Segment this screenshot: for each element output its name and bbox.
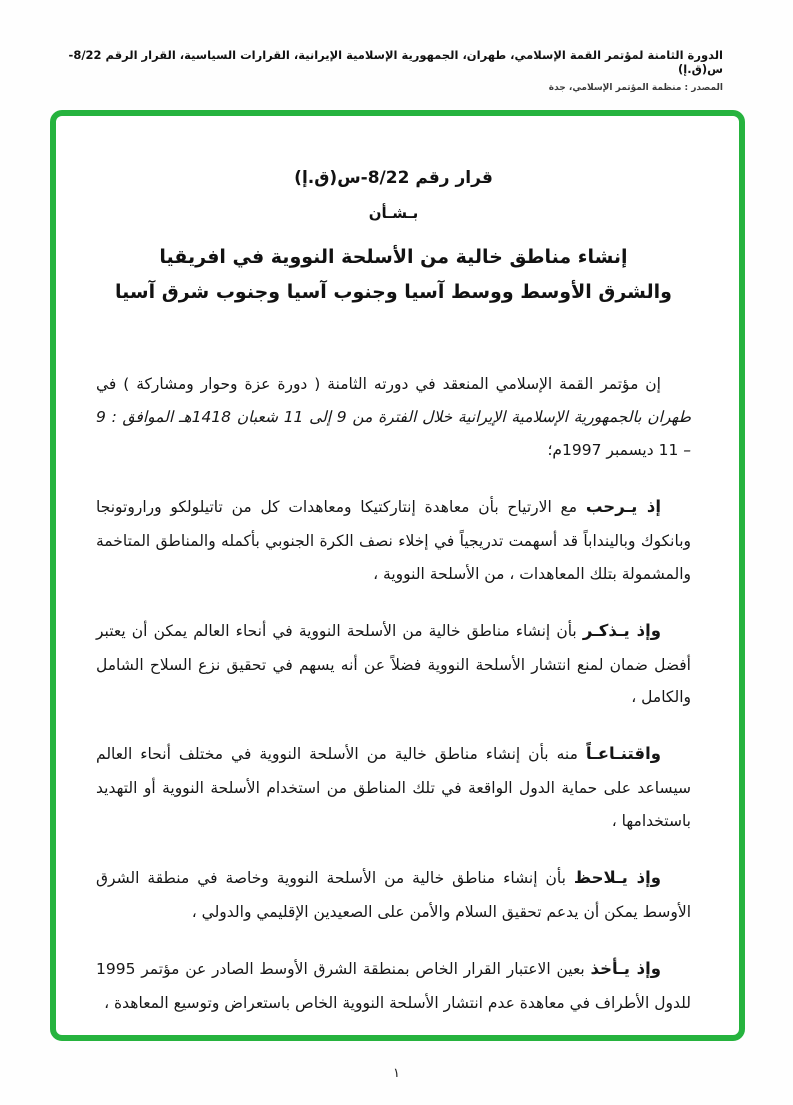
clause-paragraph-4 bbox=[96, 861, 691, 929]
clause-paragraph-3 bbox=[96, 737, 691, 838]
clause-lead-4: وإذ يـلاحظ bbox=[573, 867, 661, 887]
page-footer bbox=[0, 1062, 793, 1081]
clause-text-5: بعين الاعتبار القرار الخاص بمنطقة الشرق الأوسط الصادر عن مؤتمر 1995 للدول الأطراف في معاهدة عدم انتشار الأسلحة النووية الخاص باستعراض وتوسيع المعاهدة ، bbox=[96, 959, 691, 1012]
clause-paragraph-2 bbox=[96, 614, 691, 715]
clause-lead-2: وإذ يـذكـر bbox=[582, 620, 661, 640]
title-block bbox=[96, 168, 691, 310]
clause-text-4: بأن إنشاء مناطق خالية من الأسلحة النووية وخاصة في منطقة الشرق الأوسط يمكن أن يدعم تحقيق السلام والأمن على الصعيدين الإقليمي والدولي ، bbox=[96, 868, 691, 921]
clause-text-2: بأن إنشاء مناطق خالية من الأسلحة النووية في أنحاء العالم يمكن أن يعتبر أفضل ضمان لمنع انتشار الأسلحة النووية فضلاً عن أنه يسهم في تحقيق نزع السلاح الشامل والكامل ، bbox=[96, 621, 691, 707]
subject-line-1: إنشاء مناطق خالية من الأسلحة النووية في افريقيا bbox=[159, 246, 628, 268]
regarding-label: بـشـأن bbox=[368, 204, 419, 222]
intro-text-italic: طهران بالجمهورية الإسلامية الإيرانية خلال الفترة من 9 إلى 11 شعبان 1418هـ الموافق : 9 – bbox=[96, 408, 691, 459]
subject-line-2: والشرق الأوسط ووسط آسيا وجنوب آسيا وجنوب شرق آسيا bbox=[115, 281, 672, 304]
clause-lead-1: إذ يـرحب bbox=[585, 496, 662, 516]
header-title-line: الدورة الثامنة لمؤتمر القمة الإسلامي، طهران، الجمهورية الإسلامية الإيرانية، القرارات السياسية، القرار الرقم 8/22-س(ق.إ) bbox=[68, 48, 723, 76]
intro-paragraph bbox=[96, 368, 691, 467]
document-header bbox=[60, 48, 723, 93]
resolution-number: قرار رقم 8/22-س(ق.إ) bbox=[294, 168, 493, 188]
clause-text-3: منه بأن إنشاء مناطق خالية من الأسلحة النووية في مختلف أنحاء العالم سيساعد على حماية الدول الواقعة في تلك المناطق من استخدام الأسلحة النووية أو التهديد باستخدامها ، bbox=[96, 745, 691, 831]
header-source-line: المصدر : منظمة المؤتمر الإسلامي، جدة bbox=[548, 83, 723, 93]
intro-text-start: إن مؤتمر القمة الإسلامي المنعقد في دورته الثامنة ( دورة عزة وحوار ومشاركة ) في bbox=[96, 375, 661, 394]
clause-text-1: مع الارتياح بأن معاهدة إنتاركتيكا ومعاهدات كل من تاتيلولكو وراروتونجا وبانكوك وبالينداباً قد أسهمت تدريجياً في إخلاء نصف الكرة الجنوبي بأكمله والمناطق المتاخمة والمشمولة بتلك المعاهدات ، من الأسلحة النووية ، bbox=[96, 497, 691, 583]
clause-lead-5: وإذ يـأخذ bbox=[590, 958, 661, 978]
document-body bbox=[96, 368, 691, 1019]
document-frame bbox=[50, 110, 745, 1041]
clause-paragraph-1 bbox=[96, 490, 691, 591]
page-number: ١ bbox=[393, 1066, 400, 1081]
clause-lead-3: واقتنـاعـاً bbox=[585, 744, 661, 764]
clause-paragraph-5 bbox=[96, 952, 691, 1020]
intro-text-end: 11 ديسمبر 1997م؛ bbox=[547, 441, 679, 459]
